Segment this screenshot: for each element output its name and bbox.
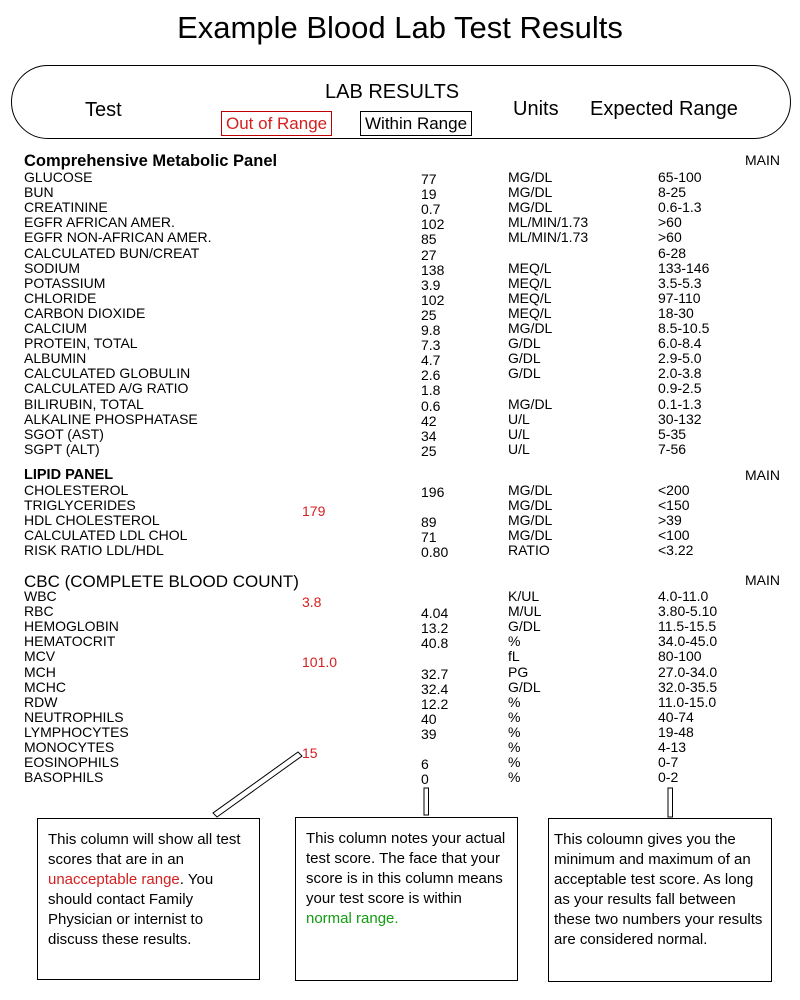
- expected-range: <3.22: [658, 542, 694, 559]
- within-range-value: 138: [421, 261, 445, 278]
- pointer-expected-range: [668, 788, 673, 817]
- units: %: [508, 693, 521, 710]
- within-range-value: 42: [421, 412, 437, 429]
- header-lab-results: LAB RESULTS: [325, 81, 460, 103]
- units: U/L: [508, 410, 530, 427]
- expected-range: 97-110: [658, 289, 701, 306]
- units: %: [508, 754, 521, 771]
- units: MEQ/L: [508, 304, 552, 321]
- test-name: CALCULATED BUN/CREAT: [24, 244, 200, 261]
- test-name: RDW: [24, 693, 58, 710]
- units: MG/DL: [508, 169, 553, 185]
- units: K/UL: [508, 588, 540, 604]
- units: MG/DL: [508, 512, 553, 529]
- expected-range: >60: [658, 214, 682, 231]
- test-name: CHOLESTEROL: [24, 482, 129, 498]
- units: %: [508, 739, 521, 755]
- within-range-value: 32.7: [421, 665, 449, 682]
- header-expected-range: Expected Range: [590, 98, 738, 120]
- test-name: NEUTROPHILS: [24, 708, 124, 725]
- units: MG/DL: [508, 199, 553, 216]
- section-title: LIPID PANEL: [24, 467, 114, 483]
- within-range-value: 12.2: [421, 695, 449, 712]
- out-of-range-value: 3.8: [302, 594, 322, 610]
- test-name: SGPT (ALT): [24, 440, 100, 457]
- section-tag: MAIN: [745, 152, 780, 168]
- pointer-out-of-range: [213, 752, 302, 817]
- within-range-value: 32.4: [421, 680, 449, 697]
- expected-range: 3.80-5.10: [658, 603, 718, 620]
- expected-range: 11.5-15.5: [658, 618, 717, 635]
- test-name: CALCULATED A/G RATIO: [24, 380, 189, 397]
- within-range-value: 2.6: [421, 367, 441, 384]
- test-name: BASOPHILS: [24, 769, 104, 786]
- test-name: PROTEIN, TOTAL: [24, 335, 138, 352]
- units: MG/DL: [508, 395, 553, 412]
- out-of-range-value: 15: [302, 745, 318, 761]
- expected-range: 0.1-1.3: [658, 395, 702, 412]
- test-name: CHLORIDE: [24, 289, 97, 306]
- expected-range: 8.5-10.5: [658, 320, 710, 336]
- within-range-value: 0.6: [421, 397, 441, 414]
- within-range-value: 40: [421, 710, 437, 727]
- within-range-value: 4.04: [421, 605, 449, 622]
- expected-range: 7-56: [658, 440, 687, 457]
- within-range-value: 6: [421, 756, 429, 773]
- units: ML/MIN/1.73: [508, 229, 589, 246]
- within-range-value: 27: [421, 246, 437, 263]
- expected-range: 4-13: [658, 739, 687, 755]
- within-range-value: 102: [421, 216, 445, 233]
- out-of-range-value: 101.0: [302, 654, 338, 671]
- within-range-value: 7.3: [421, 337, 441, 354]
- expected-range: 0.9-2.5: [658, 380, 702, 397]
- note-within-range: [295, 817, 518, 981]
- expected-range: 5-35: [658, 425, 687, 442]
- expected-range: 32.0-35.5: [658, 678, 718, 695]
- note-expected-range: [548, 818, 772, 982]
- test-name: ALBUMIN: [24, 350, 87, 367]
- within-range-value: 0.80: [421, 544, 449, 561]
- test-name: GLUCOSE: [24, 169, 93, 185]
- within-range-value: 196: [421, 484, 445, 500]
- expected-range: >60: [658, 229, 682, 246]
- pointer-within-range: [424, 788, 429, 815]
- units: G/DL: [508, 365, 541, 382]
- units: U/L: [508, 440, 530, 457]
- expected-range: 2.0-3.8: [658, 365, 702, 382]
- note-text: This column notes your actual test score. The face that your score is in this column means your test score is within: [306, 830, 506, 907]
- within-range-value: 25: [421, 442, 437, 459]
- test-name: MONOCYTES: [24, 739, 115, 755]
- expected-range: 6.0-8.4: [658, 335, 702, 352]
- units: MEQ/L: [508, 289, 552, 306]
- units: MG/DL: [508, 497, 553, 514]
- note-out-of-range: [37, 818, 260, 980]
- note-highlight: unacceptable range: [48, 871, 180, 888]
- page-title: Example Blood Lab Test Results: [177, 10, 623, 45]
- within-range-value: 3.9: [421, 276, 441, 293]
- test-name: TRIGLYCERIDES: [24, 497, 136, 514]
- units: G/DL: [508, 335, 541, 352]
- expected-range: 65-100: [658, 169, 702, 185]
- within-range-value: 9.8: [421, 322, 441, 338]
- test-name: SGOT (AST): [24, 425, 104, 442]
- test-name: EGFR NON-AFRICAN AMER.: [24, 229, 212, 246]
- expected-range: 18-30: [658, 304, 694, 321]
- section-title: CBC (COMPLETE BLOOD COUNT): [24, 572, 299, 591]
- header-test: Test: [85, 99, 122, 121]
- expected-range: <100: [658, 527, 690, 544]
- expected-range: 8-25: [658, 184, 687, 201]
- units: U/L: [508, 425, 530, 442]
- expected-range: 0.6-1.3: [658, 199, 702, 216]
- expected-range: <150: [658, 497, 690, 514]
- expected-range: 133-146: [658, 259, 710, 276]
- test-name: WBC: [24, 588, 57, 604]
- expected-range: 11.0-15.0: [658, 693, 717, 710]
- test-name: ALKALINE PHOSPHATASE: [24, 410, 198, 427]
- test-name: RBC: [24, 603, 54, 620]
- expected-range: 19-48: [658, 723, 694, 740]
- expected-range: 34.0-45.0: [658, 633, 718, 650]
- header-within-range: Within Range: [360, 111, 472, 136]
- within-range-value: 13.2: [421, 620, 449, 637]
- expected-range: 4.0-11.0: [658, 588, 709, 604]
- test-name: HDL CHOLESTEROL: [24, 512, 160, 529]
- units: fL: [508, 648, 520, 665]
- within-range-value: 39: [421, 725, 437, 742]
- expected-range: 40-74: [658, 708, 694, 725]
- note-text: This column will show all test scores that are in an: [48, 831, 241, 868]
- test-name: BILIRUBIN, TOTAL: [24, 395, 144, 412]
- units: MEQ/L: [508, 274, 552, 291]
- test-name: HEMOGLOBIN: [24, 618, 119, 635]
- within-range-value: 0.7: [421, 201, 441, 218]
- test-name: CALCULATED GLOBULIN: [24, 365, 191, 382]
- expected-range: 27.0-34.0: [658, 663, 718, 680]
- units: G/DL: [508, 618, 541, 635]
- test-name: CALCULATED LDL CHOL: [24, 527, 188, 544]
- units: MG/DL: [508, 527, 553, 544]
- units: PG: [508, 663, 529, 680]
- expected-range: 3.5-5.3: [658, 274, 702, 291]
- test-name: EGFR AFRICAN AMER.: [24, 214, 175, 231]
- section-tag: MAIN: [745, 467, 780, 483]
- section-tag: MAIN: [745, 572, 780, 588]
- within-range-value: 19: [421, 186, 437, 203]
- units: %: [508, 723, 521, 740]
- note-text: This coloumn gives you the minimum and maximum of an acceptable test score. As long as your results fall between these two numbers your results are considered normal.: [554, 831, 763, 948]
- section-title: Comprehensive Metabolic Panel: [24, 152, 278, 170]
- units: MG/DL: [508, 320, 553, 336]
- units: %: [508, 769, 521, 786]
- units: %: [508, 708, 521, 725]
- units: MG/DL: [508, 184, 553, 201]
- within-range-value: 34: [421, 427, 437, 444]
- units: G/DL: [508, 678, 541, 695]
- note-highlight: normal range.: [306, 910, 399, 927]
- within-range-value: 102: [421, 291, 445, 308]
- test-name: LYMPHOCYTES: [24, 723, 129, 740]
- test-name: CALCIUM: [24, 320, 88, 336]
- expected-range: 80-100: [658, 648, 702, 665]
- units: MEQ/L: [508, 259, 552, 276]
- test-name: CREATININE: [24, 199, 108, 216]
- within-range-value: 1.8: [421, 382, 441, 399]
- test-name: EOSINOPHILS: [24, 754, 119, 771]
- test-name: CARBON DIOXIDE: [24, 304, 146, 321]
- expected-range: 0-2: [658, 769, 679, 786]
- test-name: RISK RATIO LDL/HDL: [24, 542, 164, 559]
- note-text: . You should contact Family Physician or internist to discuss these results.: [48, 871, 214, 948]
- test-name: BUN: [24, 184, 54, 201]
- test-name: MCH: [24, 663, 56, 680]
- within-range-value: 4.7: [421, 352, 441, 369]
- expected-range: 6-28: [658, 244, 687, 261]
- within-range-value: 77: [421, 171, 437, 187]
- test-name: POTASSIUM: [24, 274, 106, 291]
- units: M/UL: [508, 603, 542, 620]
- within-range-value: 71: [421, 529, 437, 546]
- test-name: HEMATOCRIT: [24, 633, 116, 650]
- units: %: [508, 633, 521, 650]
- test-name: SODIUM: [24, 259, 80, 276]
- expected-range: >39: [658, 512, 682, 529]
- within-range-value: 25: [421, 306, 437, 323]
- units: MG/DL: [508, 482, 553, 498]
- expected-range: 30-132: [658, 410, 702, 427]
- expected-range: 2.9-5.0: [658, 350, 702, 367]
- within-range-value: 89: [421, 514, 437, 531]
- test-name: MCV: [24, 648, 56, 665]
- expected-range: 0-7: [658, 754, 679, 771]
- test-name: MCHC: [24, 678, 66, 695]
- within-range-value: 85: [421, 231, 437, 248]
- within-range-value: 40.8: [421, 635, 449, 652]
- within-range-value: 0: [421, 771, 429, 788]
- out-of-range-value: 179: [302, 503, 326, 520]
- units: RATIO: [508, 542, 550, 559]
- expected-range: <200: [658, 482, 690, 498]
- header-out-of-range: Out of Range: [221, 111, 332, 136]
- header-units: Units: [513, 98, 559, 120]
- units: ML/MIN/1.73: [508, 214, 589, 231]
- units: G/DL: [508, 350, 541, 367]
